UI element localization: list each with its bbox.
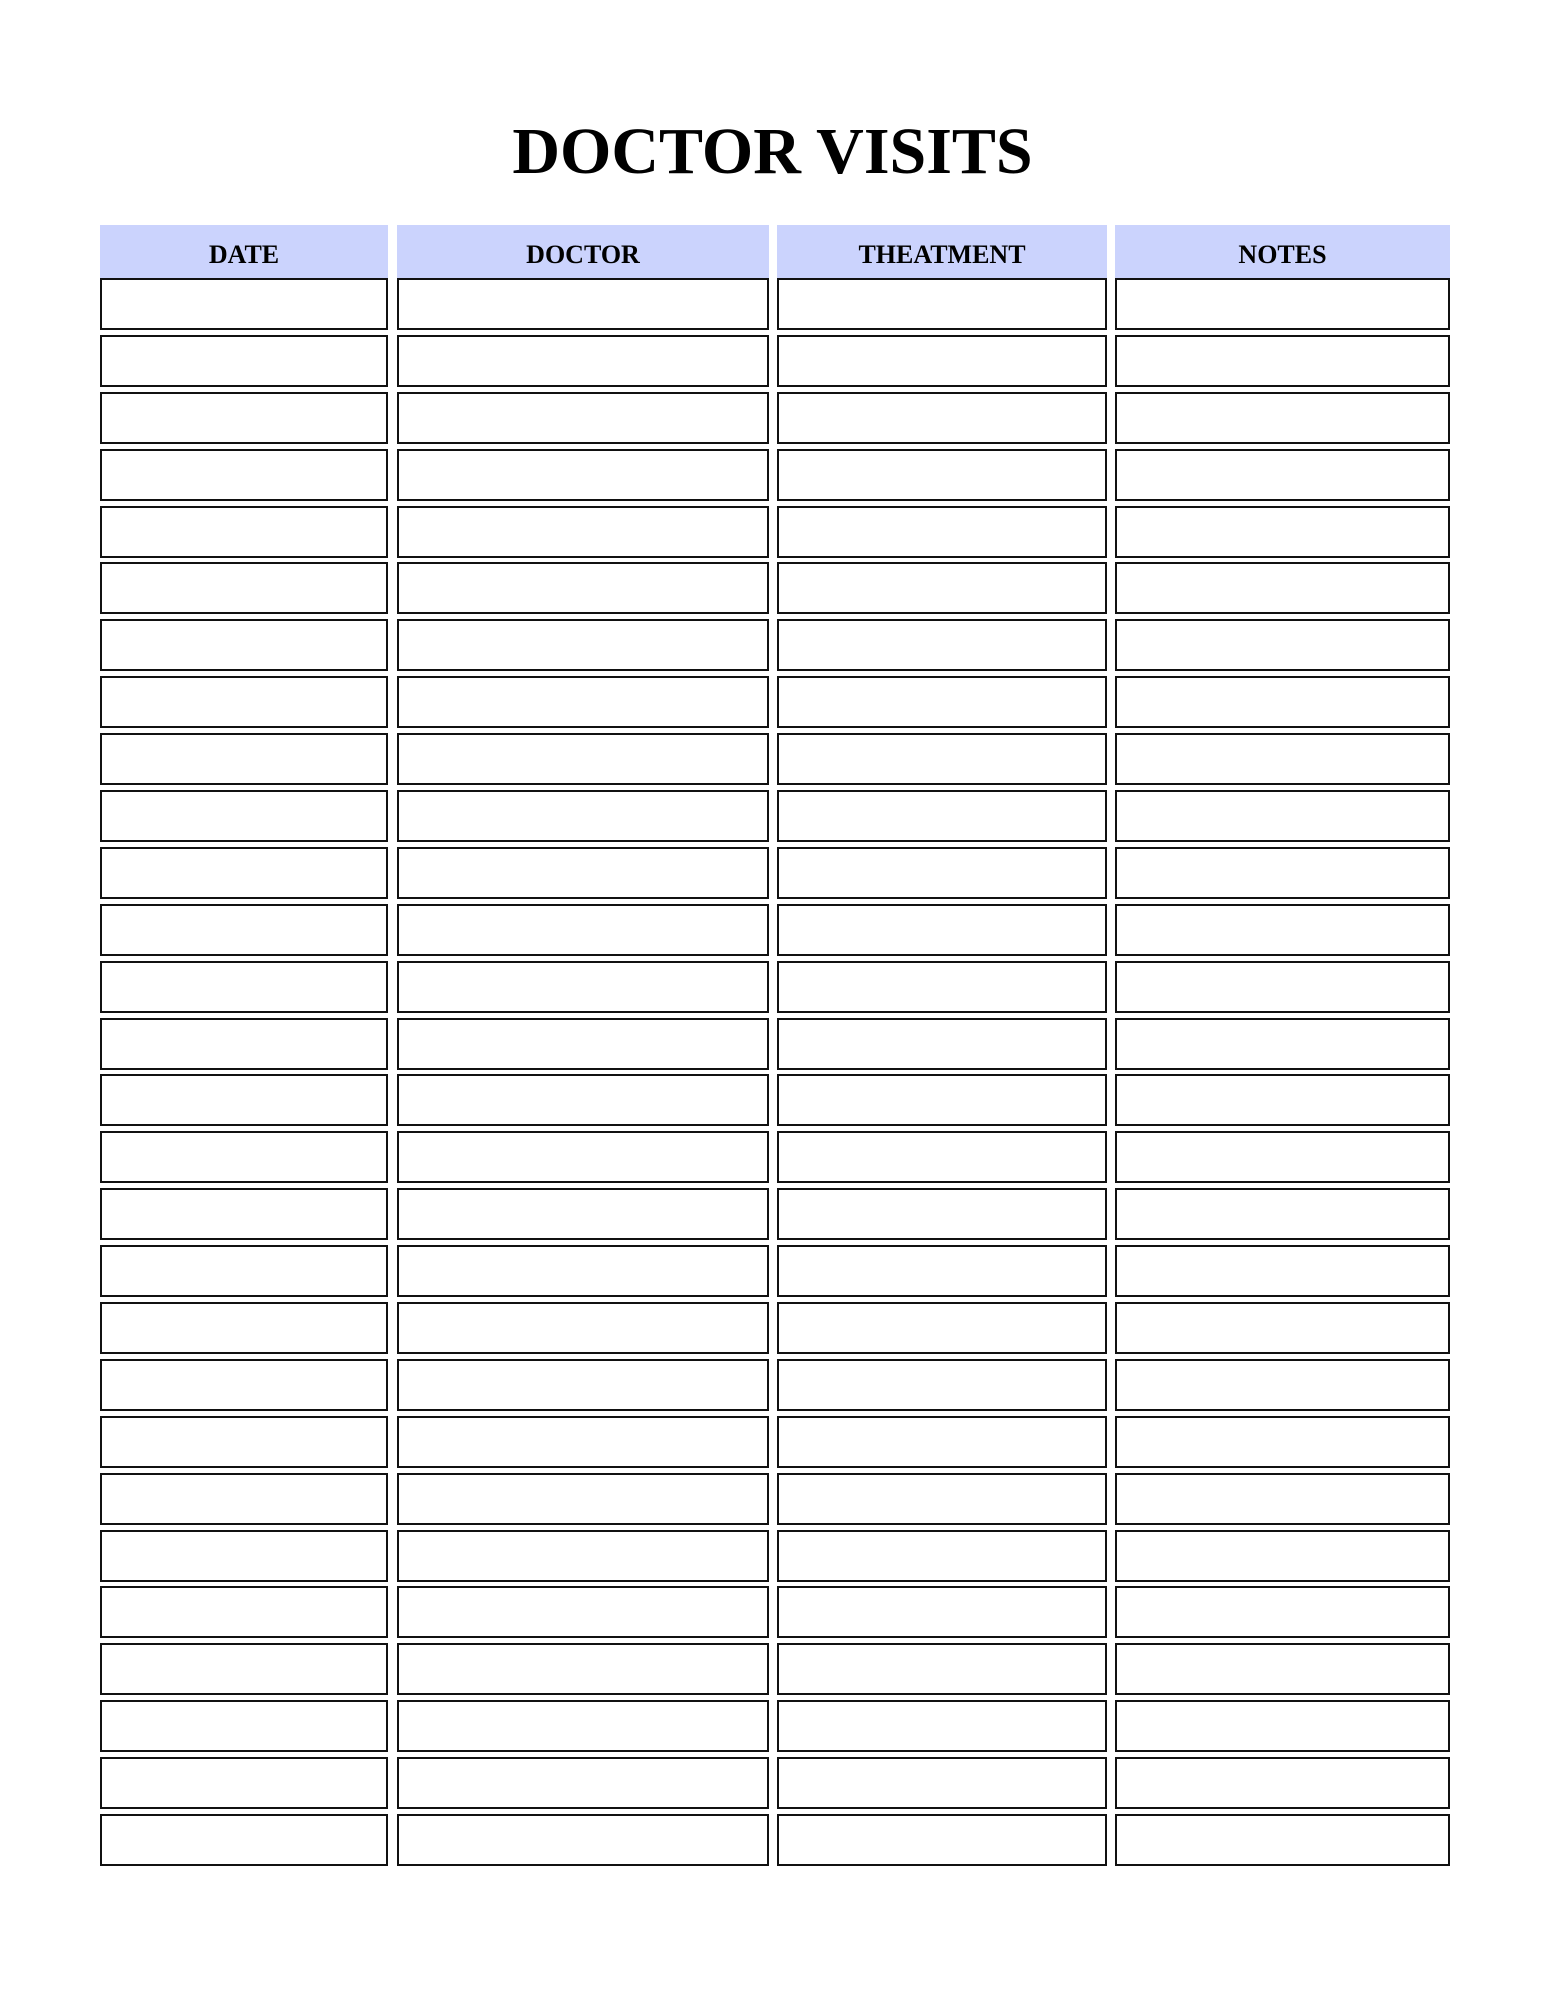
cell-date[interactable] bbox=[100, 1473, 388, 1525]
cell-treatment[interactable] bbox=[777, 562, 1107, 614]
cell-doctor[interactable] bbox=[397, 562, 769, 614]
cell-doctor[interactable] bbox=[397, 847, 769, 899]
cell-treatment[interactable] bbox=[777, 1586, 1107, 1638]
cell-doctor[interactable] bbox=[397, 449, 769, 501]
cell-doctor[interactable] bbox=[397, 1586, 769, 1638]
cell-date[interactable] bbox=[100, 278, 388, 330]
column-header-doctor: DOCTOR bbox=[397, 225, 769, 278]
cell-treatment[interactable] bbox=[777, 506, 1107, 558]
cell-treatment[interactable] bbox=[777, 1188, 1107, 1240]
column-treatment bbox=[777, 225, 1107, 1866]
cell-notes[interactable] bbox=[1115, 1757, 1450, 1809]
cell-treatment[interactable] bbox=[777, 790, 1107, 842]
cell-doctor[interactable] bbox=[397, 1188, 769, 1240]
cell-doctor[interactable] bbox=[397, 1018, 769, 1070]
cell-treatment[interactable] bbox=[777, 1302, 1107, 1354]
cell-notes[interactable] bbox=[1115, 790, 1450, 842]
cell-date[interactable] bbox=[100, 1074, 388, 1126]
page-title: DOCTOR VISITS bbox=[512, 115, 1033, 188]
cell-date[interactable] bbox=[100, 506, 388, 558]
cell-notes[interactable] bbox=[1115, 278, 1450, 330]
cell-treatment[interactable] bbox=[777, 335, 1107, 387]
cell-notes[interactable] bbox=[1115, 904, 1450, 956]
cell-date[interactable] bbox=[100, 1245, 388, 1297]
cell-date[interactable] bbox=[100, 1586, 388, 1638]
cell-date[interactable] bbox=[100, 1018, 388, 1070]
cell-doctor[interactable] bbox=[397, 961, 769, 1013]
cell-date[interactable] bbox=[100, 1359, 388, 1411]
column-date bbox=[100, 225, 388, 1866]
cell-doctor[interactable] bbox=[397, 1530, 769, 1582]
cell-treatment[interactable] bbox=[777, 1530, 1107, 1582]
cell-doctor[interactable] bbox=[397, 1245, 769, 1297]
cell-notes[interactable] bbox=[1115, 1416, 1450, 1468]
cell-date[interactable] bbox=[100, 1814, 388, 1866]
cell-date[interactable] bbox=[100, 1188, 388, 1240]
cell-treatment[interactable] bbox=[777, 961, 1107, 1013]
cell-treatment[interactable] bbox=[777, 1643, 1107, 1695]
cell-treatment[interactable] bbox=[777, 449, 1107, 501]
cell-date[interactable] bbox=[100, 1416, 388, 1468]
cell-treatment[interactable] bbox=[777, 1814, 1107, 1866]
cell-date[interactable] bbox=[100, 392, 388, 444]
cell-doctor[interactable] bbox=[397, 1074, 769, 1126]
cell-notes[interactable] bbox=[1115, 1245, 1450, 1297]
cell-doctor[interactable] bbox=[397, 619, 769, 671]
cell-date[interactable] bbox=[100, 961, 388, 1013]
cell-notes[interactable] bbox=[1115, 1700, 1450, 1752]
cell-notes[interactable] bbox=[1115, 1586, 1450, 1638]
cell-notes[interactable] bbox=[1115, 961, 1450, 1013]
cell-doctor[interactable] bbox=[397, 1643, 769, 1695]
cell-doctor[interactable] bbox=[397, 733, 769, 785]
cell-treatment[interactable] bbox=[777, 676, 1107, 728]
cell-treatment[interactable] bbox=[777, 619, 1107, 671]
cell-date[interactable] bbox=[100, 1131, 388, 1183]
cell-notes[interactable] bbox=[1115, 1188, 1450, 1240]
cell-treatment[interactable] bbox=[777, 733, 1107, 785]
cell-notes[interactable] bbox=[1115, 1302, 1450, 1354]
cell-treatment[interactable] bbox=[777, 847, 1107, 899]
cell-notes[interactable] bbox=[1115, 449, 1450, 501]
cell-notes[interactable] bbox=[1115, 733, 1450, 785]
cell-date[interactable] bbox=[100, 1643, 388, 1695]
column-notes bbox=[1115, 225, 1450, 1866]
cell-treatment[interactable] bbox=[777, 1359, 1107, 1411]
cell-notes[interactable] bbox=[1115, 676, 1450, 728]
cell-notes[interactable] bbox=[1115, 506, 1450, 558]
cell-treatment[interactable] bbox=[777, 278, 1107, 330]
cell-notes[interactable] bbox=[1115, 1131, 1450, 1183]
cell-date[interactable] bbox=[100, 733, 388, 785]
cell-notes[interactable] bbox=[1115, 1018, 1450, 1070]
cell-date[interactable] bbox=[100, 619, 388, 671]
cell-notes[interactable] bbox=[1115, 1643, 1450, 1695]
column-header-date: DATE bbox=[100, 225, 388, 278]
cell-notes[interactable] bbox=[1115, 847, 1450, 899]
cell-notes[interactable] bbox=[1115, 619, 1450, 671]
cell-notes[interactable] bbox=[1115, 1359, 1450, 1411]
cell-date[interactable] bbox=[100, 904, 388, 956]
cell-date[interactable] bbox=[100, 335, 388, 387]
cell-date[interactable] bbox=[100, 847, 388, 899]
cell-notes[interactable] bbox=[1115, 1530, 1450, 1582]
cell-treatment[interactable] bbox=[777, 1074, 1107, 1126]
cell-notes[interactable] bbox=[1115, 1074, 1450, 1126]
cell-doctor[interactable] bbox=[397, 1416, 769, 1468]
cell-notes[interactable] bbox=[1115, 562, 1450, 614]
cell-doctor[interactable] bbox=[397, 1131, 769, 1183]
cell-treatment[interactable] bbox=[777, 1131, 1107, 1183]
cell-date[interactable] bbox=[100, 1700, 388, 1752]
cell-date[interactable] bbox=[100, 1530, 388, 1582]
cell-notes[interactable] bbox=[1115, 335, 1450, 387]
cell-doctor[interactable] bbox=[397, 1302, 769, 1354]
cell-treatment[interactable] bbox=[777, 1757, 1107, 1809]
cell-notes[interactable] bbox=[1115, 392, 1450, 444]
cell-date[interactable] bbox=[100, 562, 388, 614]
cell-treatment[interactable] bbox=[777, 1018, 1107, 1070]
cell-date[interactable] bbox=[100, 790, 388, 842]
cell-doctor[interactable] bbox=[397, 278, 769, 330]
cell-doctor[interactable] bbox=[397, 392, 769, 444]
cell-doctor[interactable] bbox=[397, 676, 769, 728]
cell-treatment[interactable] bbox=[777, 1245, 1107, 1297]
cell-doctor[interactable] bbox=[397, 1473, 769, 1525]
cell-notes[interactable] bbox=[1115, 1814, 1450, 1866]
cell-treatment[interactable] bbox=[777, 1700, 1107, 1752]
cell-date[interactable] bbox=[100, 1757, 388, 1809]
cell-doctor[interactable] bbox=[397, 1359, 769, 1411]
cell-treatment[interactable] bbox=[777, 1473, 1107, 1525]
column-header-treatment: THEATMENT bbox=[777, 225, 1107, 278]
cell-treatment[interactable] bbox=[777, 904, 1107, 956]
cell-date[interactable] bbox=[100, 449, 388, 501]
cell-treatment[interactable] bbox=[777, 392, 1107, 444]
cell-doctor[interactable] bbox=[397, 1700, 769, 1752]
cell-doctor[interactable] bbox=[397, 790, 769, 842]
column-doctor bbox=[397, 225, 769, 1866]
cell-doctor[interactable] bbox=[397, 1814, 769, 1866]
cell-notes[interactable] bbox=[1115, 1473, 1450, 1525]
cell-doctor[interactable] bbox=[397, 1757, 769, 1809]
cell-date[interactable] bbox=[100, 676, 388, 728]
cell-doctor[interactable] bbox=[397, 506, 769, 558]
cell-doctor[interactable] bbox=[397, 335, 769, 387]
cell-treatment[interactable] bbox=[777, 1416, 1107, 1468]
cell-date[interactable] bbox=[100, 1302, 388, 1354]
cell-doctor[interactable] bbox=[397, 904, 769, 956]
column-header-notes: NOTES bbox=[1115, 225, 1450, 278]
